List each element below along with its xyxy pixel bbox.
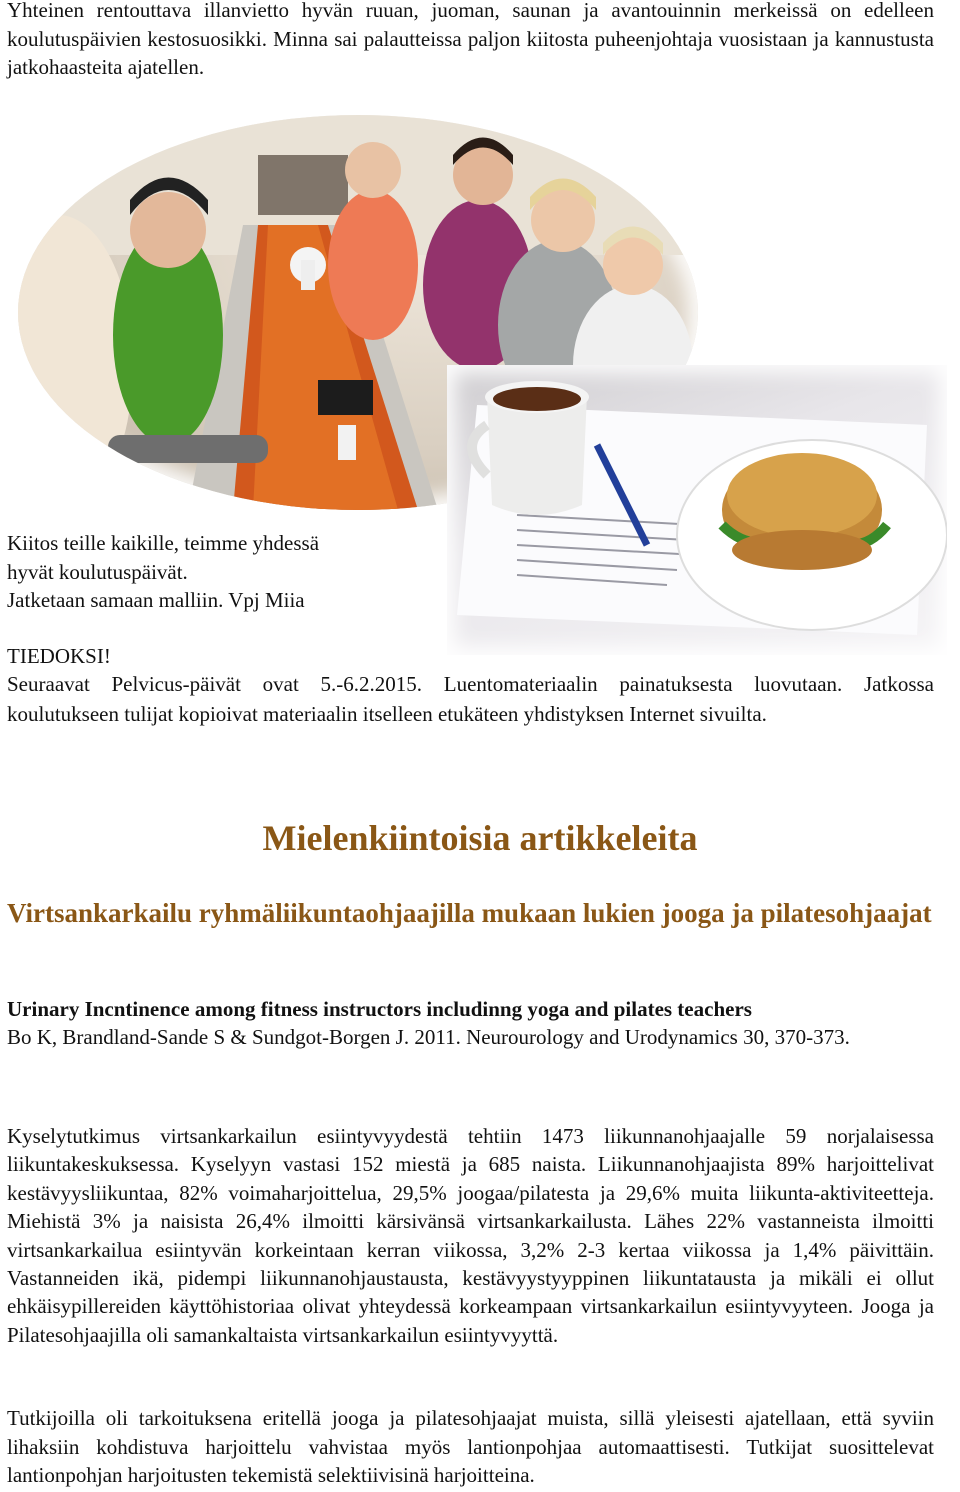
section-heading: Mielenkiintoisia artikkeleita bbox=[262, 818, 698, 858]
article-paragraph-2: Tutkijoilla oli tarkoituksena eritellä jooga ja pilatesohjaajat muista, sillä yleisesti ajatellaan, että syviin lihaksiin kohdistuva harjoittelu vahvistaa myös lantionpohjaa automaattisesti. Tutkijat suosittelevat lantionpohjan harjoitusten tekemistä selektiivisinä harjoitteina. bbox=[7, 1406, 934, 1487]
notice-title: TIEDOKSI! bbox=[7, 644, 111, 668]
article-title: Virtsankarkailu ryhmäliikuntaohjaajilla mukaan lukien jooga ja pilatesohjaajat bbox=[7, 898, 932, 928]
reference-title: Urinary Incntinence among fitness instructors includinng yoga and pilates teachers bbox=[7, 997, 752, 1021]
notice-body: Seuraavat Pelvicus-päivät ovat 5.-6.2.2015. Luentomateriaalin painatuksesta luovutaan. Jatkossa koulutukseen tulijat kopioivat materiaalin itselleen etukäteen yhdistyksen Internet sivuilta. bbox=[7, 672, 934, 726]
article-paragraph-1: Kyselytutkimus virtsankarkailun esiintyvyydestä tehtiin 1473 liikunnanohjaajalle 59 norjalaisessa liikuntakeskuksessa. Kyselyyn vastasi 152 miestä ja 685 naista. Liikunnanohjaajista 89% harjoittelivat kestävyysliikuntaa, 82% voimaharjoittelua, 29,5% joogaa/pilatesta ja 29,6% muita liikunta-aktiviteetteja. Miehistä 3% ja naisista 26,4% ilmoitti kärsivänsä virtsankarkailusta. Lähes 22% vastanneista ilmoitti virtsankarkailua esiintyvän korkeintaan kerran viikossa, 3,2% 2-3 kertaa viikossa ja 1,4% päivittäin. Vastanneiden ikä, pidempi liikunnanohjaustausta, kestävyystyyppinen liikuntatausta ja mikäli ei ollut ehkäisypillereiden käyttöhistoriaa olivat yhteydessä korkeampaan virtsankarkailun esiintyvyyteen. Jooga ja Pilatesohjaajilla oli samankaltaista virtsankarkailun esiintyvyyttä. bbox=[7, 1124, 934, 1347]
coffee-sandwich-photo bbox=[447, 365, 947, 655]
thanks-line-1: Kiitos teille kaikille, teimme yhdessä bbox=[7, 531, 320, 555]
reference-citation: Bo K, Brandland-Sande S & Sundgot-Borgen J. 2011. Neurourology and Urodynamics 30, 370-373. bbox=[7, 1025, 850, 1049]
thanks-signature: Jatketaan samaan malliin. Vpj Miia bbox=[7, 588, 305, 612]
intro-paragraph: Yhteinen rentouttava illanvietto hyvän ruuan, juoman, saunan ja avantouinnin merkeissä on edelleen koulutuspäivien kestosuosikki. Minna sai palautteissa paljon kiitosta puheenjohtaja vuosistaan ja kannustusta jatkohaasteita ajatellen. bbox=[7, 0, 934, 79]
thanks-line-2: hyvät koulutuspäivät. bbox=[7, 560, 188, 584]
